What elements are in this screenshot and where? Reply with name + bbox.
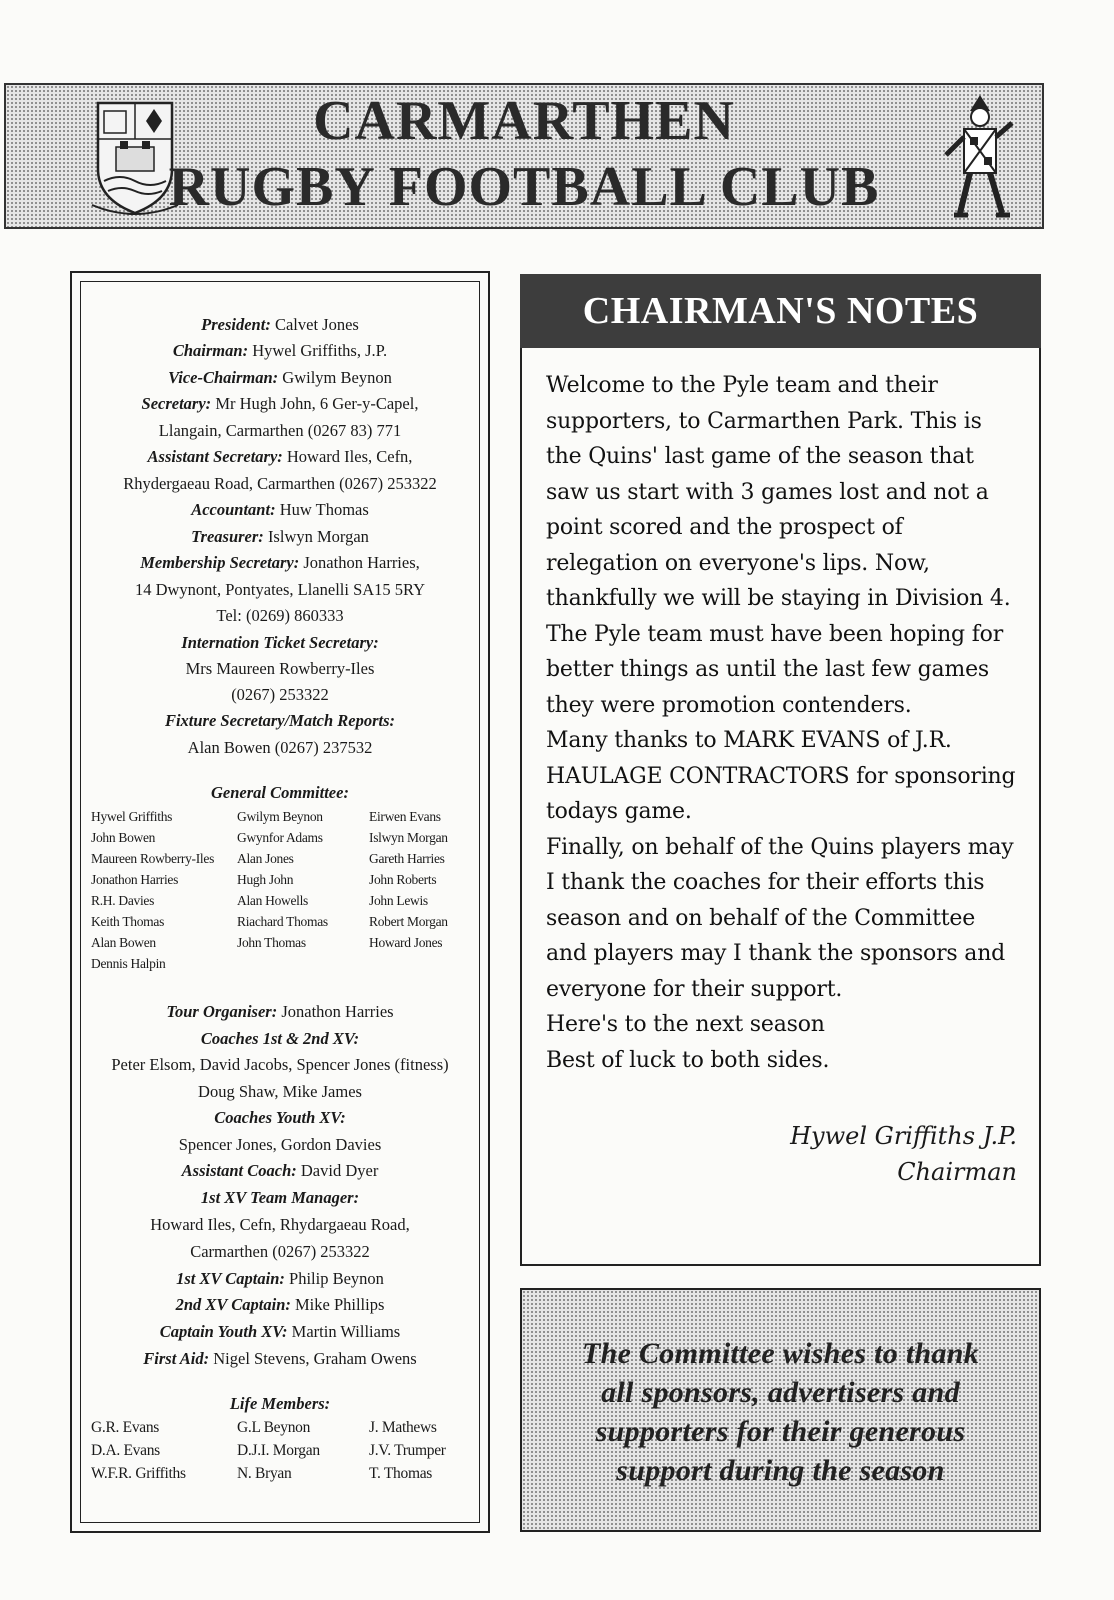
life-members-heading: Life Members: (229, 1394, 331, 1413)
official-line: Spencer Jones, Gordon Davies (178, 1135, 382, 1154)
harlequin-jester-icon (940, 93, 1020, 223)
notes-paragraph: Finally, on behalf of the Quins players may I thank the coaches for their efforts this season and on behalf of the Committee and players may I thank the sponsors and everyone for their support. (546, 834, 1014, 1002)
general-committee-heading: General Committee: (211, 783, 349, 802)
official-line: Llangain, Carmarthen (0267 83) 771 (158, 421, 402, 440)
official-line: Vice-Chairman: Gwilym Beynon (168, 368, 392, 387)
list-item: D.J.I. Morgan (237, 1442, 320, 1459)
official-line: Secretary: Mr Hugh John, 6 Ger-y-Capel, (141, 394, 419, 413)
official-line: 1st XV Captain: Philip Beynon (176, 1269, 384, 1288)
header-title-line2: RUGBY FOOTBALL CLUB (168, 156, 880, 218)
official-line: Howard Iles, Cefn, Rhydargaeau Road, (150, 1215, 410, 1234)
club-header (4, 83, 1044, 229)
list-item: John Roberts (369, 872, 437, 887)
officials-box (70, 271, 490, 1533)
list-item: Alan Howells (237, 893, 309, 908)
notes-paragraph: The Pyle team must have been hoping for better things as until the last few games they were promotion contenders. (546, 621, 1004, 718)
list-item: Islwyn Morgan (369, 830, 448, 845)
list-item: Gwynfor Adams (237, 830, 323, 845)
official-line: Assistant Coach: David Dyer (181, 1161, 379, 1180)
notes-paragraph: Best of luck to both sides. (546, 1047, 830, 1073)
official-line: Carmarthen (0267) 253322 (190, 1242, 370, 1261)
list-item: Alan Bowen (91, 935, 156, 950)
official-line: President: Calvet Jones (201, 315, 359, 334)
official-line: Treasurer: Islwyn Morgan (191, 527, 369, 546)
list-item: Alan Jones (237, 851, 294, 866)
list-item: Keith Thomas (91, 914, 165, 929)
list-item: Robert Morgan (369, 914, 448, 929)
thanks-line: all sponsors, advertisers and (601, 1376, 960, 1409)
list-item: G.R. Evans (91, 1419, 160, 1436)
official-line: First Aid: Nigel Stevens, Graham Owens (143, 1349, 417, 1368)
list-item: John Bowen (91, 830, 156, 845)
thanks-line: support during the season (616, 1454, 945, 1487)
official-line: Alan Bowen (0267) 237532 (187, 738, 373, 757)
list-item: Eirwen Evans (369, 809, 441, 824)
official-line: Doug Shaw, Mike James (198, 1082, 362, 1101)
thanks-line: The Committee wishes to thank (581, 1337, 980, 1370)
official-line: Rhydergaeau Road, Carmarthen (0267) 253322 (123, 474, 437, 493)
list-item: Jonathon Harries (91, 872, 179, 887)
official-line: Accountant: Huw Thomas (191, 500, 369, 519)
official-line: (0267) 253322 (231, 685, 329, 704)
official-line: 1st XV Team Manager: (200, 1188, 360, 1207)
list-item: John Lewis (369, 893, 428, 908)
list-item: Dennis Halpin (91, 956, 166, 971)
chairmans-notes-heading: CHAIRMAN'S NOTES (520, 274, 1041, 348)
list-item: John Thomas (237, 935, 306, 950)
signature (790, 1118, 1017, 1190)
sponsor-thanks-text (522, 1334, 1039, 1490)
header-title-line1: CARMARTHEN (313, 90, 735, 152)
list-item: W.F.R. Griffiths (91, 1465, 186, 1482)
official-line: Coaches Youth XV: (214, 1108, 346, 1127)
list-item: Hywel Griffiths (91, 809, 173, 824)
official-line: 2nd XV Captain: Mike Phillips (175, 1295, 385, 1314)
official-line: Assistant Secretary: Howard Iles, Cefn, (147, 447, 413, 466)
officials-inner-frame (80, 281, 480, 1523)
list-item: J. Mathews (369, 1419, 437, 1436)
notes-paragraph: Welcome to the Pyle team and their supporters, to Carmarthen Park. This is the Quins' last game of the season that saw us start with 3 games lost and not a point scored and the prospect of relegation on everyone's lips. Now, thankfully we will be staying in Division 4. (546, 373, 1011, 611)
list-item: Gareth Harries (369, 851, 445, 866)
official-line: 14 Dwynont, Pontyates, Llanelli SA15 5RY (134, 580, 426, 599)
sponsor-thanks-box (520, 1288, 1041, 1532)
list-item: Maureen Rowberry-Iles (91, 851, 215, 866)
official-line: Mrs Maureen Rowberry-Iles (185, 659, 375, 678)
official-line: Chairman: Hywel Griffiths, J.P. (172, 341, 388, 360)
notes-paragraph: Many thanks to MARK EVANS of J.R. HAULAGE CONTRACTORS for sponsoring todays game. (546, 728, 1016, 824)
list-item: Riachard Thomas (237, 914, 328, 929)
list-item: T. Thomas (369, 1465, 433, 1482)
list-item: R.H. Davies (91, 893, 155, 908)
chairmans-notes-text (546, 368, 1016, 1078)
official-line: Coaches 1st & 2nd XV: (200, 1029, 360, 1048)
notes-paragraph: Here's to the next season (546, 1012, 825, 1037)
list-item: G.L Beynon (237, 1419, 311, 1436)
official-line: Tour Organiser: Jonathon Harries (166, 1002, 394, 1021)
official-line: Internation Ticket Secretary: (181, 633, 379, 652)
official-line: Membership Secretary: Jonathon Harries, (140, 553, 420, 572)
signature-name: Hywel Griffiths J.P. (790, 1122, 1017, 1150)
list-item: N. Bryan (237, 1465, 292, 1482)
list-item: Hugh John (237, 872, 294, 887)
official-line: Peter Elsom, David Jacobs, Spencer Jones (fitness) (111, 1055, 449, 1074)
chairmans-notes-box (520, 348, 1041, 1266)
official-line: Captain Youth XV: Martin Williams (159, 1322, 401, 1341)
signature-title: Chairman (897, 1158, 1017, 1186)
official-line: Tel: (0269) 860333 (216, 606, 344, 625)
list-item: D.A. Evans (91, 1442, 160, 1459)
list-item: Howard Jones (369, 935, 443, 950)
thanks-line: supporters for their generous (595, 1415, 966, 1448)
official-line: Fixture Secretary/Match Reports: (164, 711, 396, 730)
list-item: Gwilym Beynon (237, 809, 323, 824)
list-item: J.V. Trumper (369, 1442, 446, 1459)
